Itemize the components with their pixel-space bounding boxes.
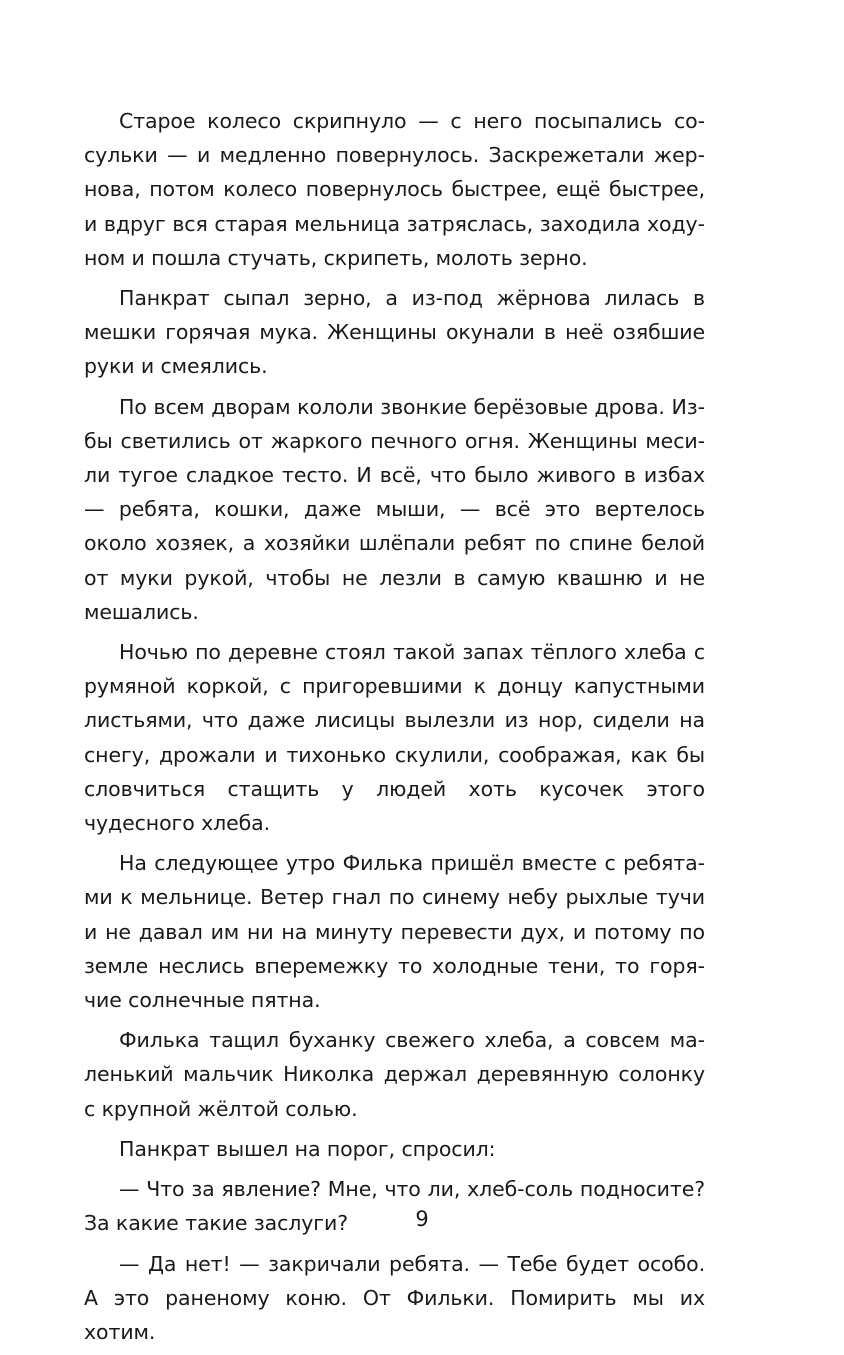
paragraph: На следующее утро Филька пришёл вместе с ребятами к мельнице. Ветер гнал по синему небу рыхлые тучи и не давал им ни на минуту перевести дух, и потому по земле неслись вперемежку то холодные тени, то горячие солнечные пятна. — [84, 851, 705, 1013]
page-number: 9 — [415, 1207, 429, 1231]
paragraph: — Что за явление? Мне, что ли, хлеб-соль подносите? За какие такие заслуги? — [84, 1177, 705, 1236]
paragraph: Старое колесо скрипнуло — с него посыпались сосульки — и медленно повернулось. Заскрежетали жернова, потом колесо повернулось быстрее, ещё быстрее, и вдруг вся старая мельница затряслась, заходила ходуном и пошла стучать, скрипеть, молоть зерно. — [84, 109, 705, 270]
paragraph: Панкрат вышел на порог, спросил: — [119, 1136, 496, 1161]
paragraph: Ночью по деревне стоял такой запах тёплого хлеба с румяной коркой, с пригоревшими к донцу капустными листьями, что даже лисицы вылезли из нор, сидели на снегу, дрожали и тихонько скулили, соображая, как бы словчиться стащить у людей хоть кусочек этого чудесного хлеба. — [84, 640, 705, 836]
paragraph: По всем дворам кололи звонкие берёзовые дрова. Избы светились от жаркого печного огня. Женщины месили тугое сладкое тесто. И всё, что было живого в избах — ребята, кошки, даже мыши, — всё это вертелось около хозяек, а хозяйки шлёпали ребят по спине белой от муки рукой, чтобы не лезли в самую квашню и не мешались. — [84, 394, 705, 624]
paragraph: — Да нет! — закричали ребята. — Тебе будет особо. А это раненому коню. От Фильки. Помирить мы их хотим. — [84, 1251, 705, 1344]
page-body — [84, 104, 705, 1355]
paragraph: Панкрат сыпал зерно, а из-под жёрнова лилась в мешки горячая мука. Женщины окунали в неё озябшие руки и смеялись. — [84, 286, 705, 379]
paragraph: Филька тащил буханку свежего хлеба, а совсем маленький мальчик Николка держал деревянную солонку с крупной жёлтой солью. — [84, 1028, 705, 1121]
